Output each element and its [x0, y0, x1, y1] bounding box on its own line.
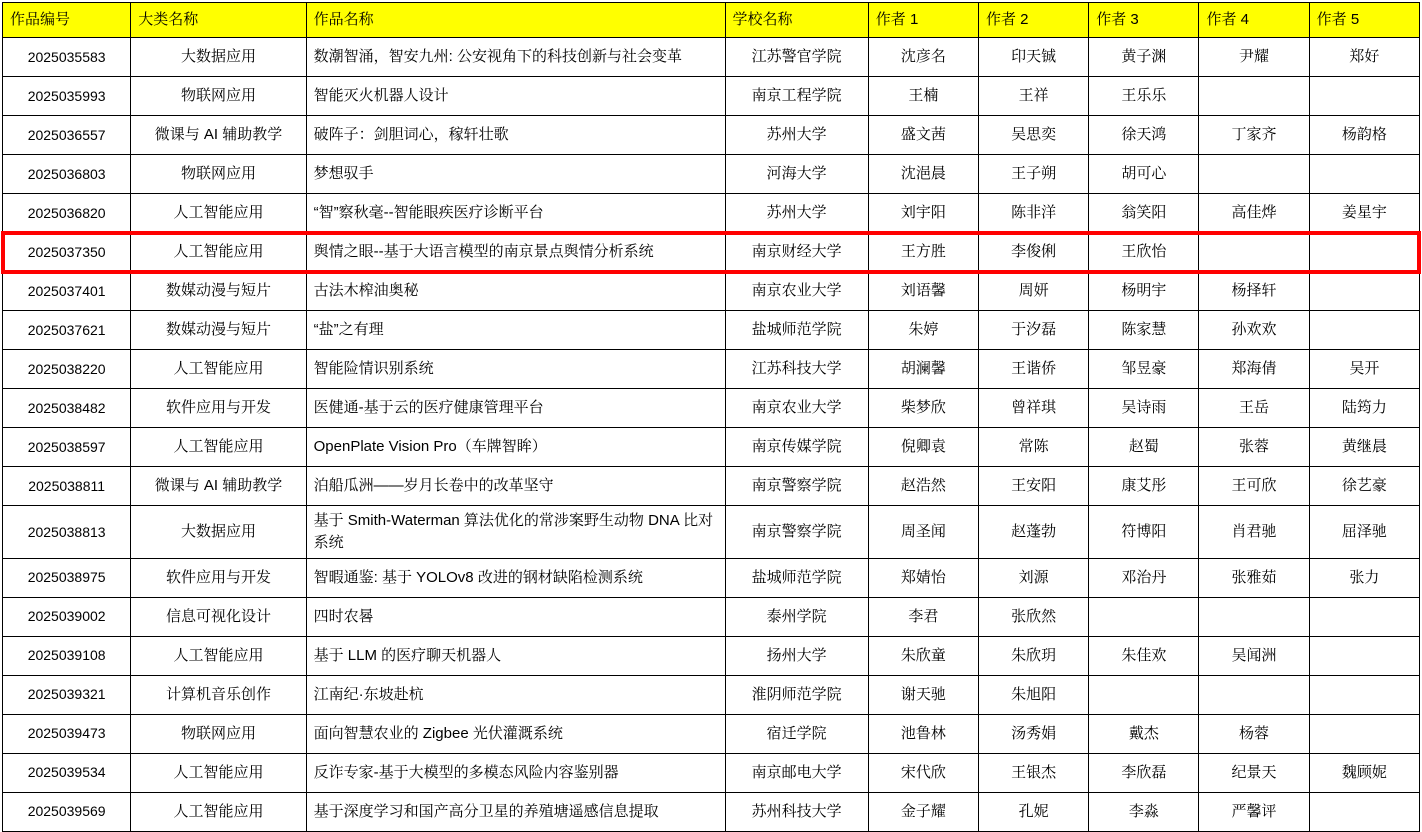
cell-author-5 — [1309, 597, 1419, 636]
cell-id: 2025035583 — [3, 38, 131, 77]
cell-author-1: 周圣闻 — [868, 506, 978, 559]
cell-title: 智暇通鉴: 基于 YOLOv8 改进的钢材缺陷检测系统 — [306, 558, 725, 597]
cell-author-1: 盛文茜 — [868, 116, 978, 155]
cell-id: 2025038220 — [3, 350, 131, 389]
cell-category: 人工智能应用 — [131, 428, 306, 467]
cell-author-1: 池鲁林 — [868, 714, 978, 753]
cell-author-1: 刘语馨 — [868, 272, 978, 311]
column-header-author5: 作者 5 — [1309, 3, 1419, 38]
cell-author-1: 宋代欣 — [868, 753, 978, 792]
cell-author-1: 沈浥晨 — [868, 155, 978, 194]
cell-author-4: 丁家齐 — [1199, 116, 1309, 155]
cell-author-4 — [1199, 597, 1309, 636]
cell-author-2: 陈非洋 — [979, 194, 1089, 233]
column-header-author2: 作者 2 — [979, 3, 1089, 38]
cell-author-3: 邓治丹 — [1089, 558, 1199, 597]
cell-id: 2025039108 — [3, 636, 131, 675]
cell-id: 2025036803 — [3, 155, 131, 194]
cell-category: 大数据应用 — [131, 38, 306, 77]
cell-title: 泊船瓜洲——岁月长卷中的改革坚守 — [306, 467, 725, 506]
cell-category: 人工智能应用 — [131, 753, 306, 792]
cell-id: 2025038482 — [3, 389, 131, 428]
cell-author-1: 胡澜馨 — [868, 350, 978, 389]
cell-author-3: 邹昱豪 — [1089, 350, 1199, 389]
cell-title: 基于 LLM 的医疗聊天机器人 — [306, 636, 725, 675]
cell-title: 医健通-基于云的医疗健康管理平台 — [306, 389, 725, 428]
cell-author-4: 王可欣 — [1199, 467, 1309, 506]
cell-author-5 — [1309, 233, 1419, 272]
cell-category: 大数据应用 — [131, 506, 306, 559]
cell-category: 人工智能应用 — [131, 194, 306, 233]
cell-author-1: 谢天驰 — [868, 675, 978, 714]
cell-author-2: 曾祥琪 — [979, 389, 1089, 428]
table-row — [3, 116, 1420, 155]
cell-author-5 — [1309, 714, 1419, 753]
cell-title: 面向智慧农业的 Zigbee 光伏灌溉系统 — [306, 714, 725, 753]
cell-category: 信息可视化设计 — [131, 597, 306, 636]
table-row — [3, 714, 1420, 753]
cell-author-4: 王岳 — [1199, 389, 1309, 428]
cell-category: 物联网应用 — [131, 155, 306, 194]
cell-author-3: 戴杰 — [1089, 714, 1199, 753]
table-row — [3, 467, 1420, 506]
cell-author-5: 郑好 — [1309, 38, 1419, 77]
cell-category: 软件应用与开发 — [131, 389, 306, 428]
cell-author-2: 常陈 — [979, 428, 1089, 467]
table-row — [3, 233, 1420, 272]
cell-author-5: 徐艺豪 — [1309, 467, 1419, 506]
cell-id: 2025035993 — [3, 77, 131, 116]
cell-author-2: 周妍 — [979, 272, 1089, 311]
cell-author-3: 朱佳欢 — [1089, 636, 1199, 675]
cell-school: 江苏警官学院 — [725, 38, 868, 77]
cell-category: 人工智能应用 — [131, 636, 306, 675]
cell-author-2: 朱旭阳 — [979, 675, 1089, 714]
cell-author-3 — [1089, 597, 1199, 636]
cell-author-5: 杨韵格 — [1309, 116, 1419, 155]
cell-author-3: 李淼 — [1089, 792, 1199, 831]
cell-author-1: 王方胜 — [868, 233, 978, 272]
column-header-author1: 作者 1 — [868, 3, 978, 38]
table-row — [3, 311, 1420, 350]
cell-author-4 — [1199, 233, 1309, 272]
cell-author-1: 朱婷 — [868, 311, 978, 350]
cell-author-5: 吴开 — [1309, 350, 1419, 389]
cell-school: 扬州大学 — [725, 636, 868, 675]
cell-author-5: 姜星宇 — [1309, 194, 1419, 233]
cell-school: 宿迁学院 — [725, 714, 868, 753]
cell-author-4: 孙欢欢 — [1199, 311, 1309, 350]
cell-author-2: 赵蓬勃 — [979, 506, 1089, 559]
cell-id: 2025036557 — [3, 116, 131, 155]
cell-author-3: 翁笑阳 — [1089, 194, 1199, 233]
header-row — [3, 3, 1420, 38]
cell-category: 人工智能应用 — [131, 350, 306, 389]
cell-author-3: 徐天鸿 — [1089, 116, 1199, 155]
cell-author-2: 王祥 — [979, 77, 1089, 116]
cell-author-2: 刘源 — [979, 558, 1089, 597]
cell-author-2: 王安阳 — [979, 467, 1089, 506]
column-header-school: 学校名称 — [725, 3, 868, 38]
cell-id: 2025037350 — [3, 233, 131, 272]
cell-author-4: 吴闻洲 — [1199, 636, 1309, 675]
cell-author-3: 黄子渊 — [1089, 38, 1199, 77]
cell-author-1: 柴梦欣 — [868, 389, 978, 428]
cell-author-4: 张雅茹 — [1199, 558, 1309, 597]
cell-category: 人工智能应用 — [131, 233, 306, 272]
cell-author-4 — [1199, 77, 1309, 116]
cell-author-4: 杨择轩 — [1199, 272, 1309, 311]
cell-author-4: 张蓉 — [1199, 428, 1309, 467]
cell-id: 2025039534 — [3, 753, 131, 792]
cell-author-3: 符博阳 — [1089, 506, 1199, 559]
table-header — [3, 3, 1420, 38]
cell-author-1: 王楠 — [868, 77, 978, 116]
cell-id: 2025036820 — [3, 194, 131, 233]
cell-author-4: 郑海倩 — [1199, 350, 1309, 389]
cell-title: 江南纪·东坡赴杭 — [306, 675, 725, 714]
cell-author-4: 肖君驰 — [1199, 506, 1309, 559]
cell-author-3: 李欣磊 — [1089, 753, 1199, 792]
cell-school: 苏州科技大学 — [725, 792, 868, 831]
cell-id: 2025039002 — [3, 597, 131, 636]
cell-author-2: 印天铖 — [979, 38, 1089, 77]
cell-category: 人工智能应用 — [131, 792, 306, 831]
cell-id: 2025037621 — [3, 311, 131, 350]
cell-school: 盐城师范学院 — [725, 311, 868, 350]
cell-author-3: 胡可心 — [1089, 155, 1199, 194]
cell-category: 微课与 AI 辅助教学 — [131, 116, 306, 155]
cell-category: 软件应用与开发 — [131, 558, 306, 597]
cell-title: 四时农晷 — [306, 597, 725, 636]
cell-school: 苏州大学 — [725, 194, 868, 233]
document-page — [0, 2, 1422, 820]
cell-author-5 — [1309, 155, 1419, 194]
cell-id: 2025038811 — [3, 467, 131, 506]
cell-author-4 — [1199, 155, 1309, 194]
table-body — [3, 38, 1420, 832]
cell-id: 2025039569 — [3, 792, 131, 831]
table-row — [3, 194, 1420, 233]
cell-school: 南京工程学院 — [725, 77, 868, 116]
cell-category: 微课与 AI 辅助教学 — [131, 467, 306, 506]
table-row — [3, 792, 1420, 831]
cell-school: 苏州大学 — [725, 116, 868, 155]
table-row — [3, 350, 1420, 389]
cell-author-1: 倪卿袁 — [868, 428, 978, 467]
cell-school: 泰州学院 — [725, 597, 868, 636]
cell-author-2: 王子朔 — [979, 155, 1089, 194]
cell-id: 2025038813 — [3, 506, 131, 559]
cell-author-5 — [1309, 636, 1419, 675]
cell-author-1: 李君 — [868, 597, 978, 636]
cell-author-2: 于汐磊 — [979, 311, 1089, 350]
cell-school: 南京传媒学院 — [725, 428, 868, 467]
column-header-author3: 作者 3 — [1089, 3, 1199, 38]
cell-title: 梦想驭手 — [306, 155, 725, 194]
cell-title: “智”察秋毫--智能眼疾医疗诊断平台 — [306, 194, 725, 233]
cell-author-2: 王银杰 — [979, 753, 1089, 792]
cell-title: 舆情之眼--基于大语言模型的南京景点舆情分析系统 — [306, 233, 725, 272]
cell-author-5 — [1309, 675, 1419, 714]
cell-author-4 — [1199, 675, 1309, 714]
table-row — [3, 753, 1420, 792]
cell-title: 智能险情识别系统 — [306, 350, 725, 389]
cell-school: 河海大学 — [725, 155, 868, 194]
table-row — [3, 155, 1420, 194]
cell-id: 2025039473 — [3, 714, 131, 753]
cell-school: 南京财经大学 — [725, 233, 868, 272]
table-row — [3, 675, 1420, 714]
cell-school: 南京农业大学 — [725, 272, 868, 311]
cell-author-1: 朱欣童 — [868, 636, 978, 675]
table-row — [3, 389, 1420, 428]
column-header-author4: 作者 4 — [1199, 3, 1309, 38]
cell-author-3: 康艾彤 — [1089, 467, 1199, 506]
cell-title: 数潮智涌，智安九州: 公安视角下的科技创新与社会变革 — [306, 38, 725, 77]
cell-category: 数媒动漫与短片 — [131, 272, 306, 311]
cell-author-5: 张力 — [1309, 558, 1419, 597]
cell-author-2: 孔妮 — [979, 792, 1089, 831]
cell-author-1: 金子耀 — [868, 792, 978, 831]
cell-author-5 — [1309, 311, 1419, 350]
cell-category: 物联网应用 — [131, 714, 306, 753]
cell-author-5 — [1309, 272, 1419, 311]
cell-category: 计算机音乐创作 — [131, 675, 306, 714]
cell-title: 破阵子：剑胆词心，稼轩壮歌 — [306, 116, 725, 155]
cell-id: 2025037401 — [3, 272, 131, 311]
cell-author-5 — [1309, 77, 1419, 116]
table-row — [3, 597, 1420, 636]
cell-author-2: 张欣然 — [979, 597, 1089, 636]
cell-author-2: 吴思奕 — [979, 116, 1089, 155]
cell-title: “盐”之有理 — [306, 311, 725, 350]
cell-school: 南京邮电大学 — [725, 753, 868, 792]
cell-school: 盐城师范学院 — [725, 558, 868, 597]
cell-author-2: 王谐侨 — [979, 350, 1089, 389]
table-row — [3, 272, 1420, 311]
cell-author-4: 杨蓉 — [1199, 714, 1309, 753]
cell-author-2: 李俊俐 — [979, 233, 1089, 272]
cell-author-2: 汤秀娟 — [979, 714, 1089, 753]
cell-author-3: 杨明宇 — [1089, 272, 1199, 311]
cell-title: 基于深度学习和国产高分卫星的养殖塘遥感信息提取 — [306, 792, 725, 831]
cell-id: 2025038597 — [3, 428, 131, 467]
cell-school: 江苏科技大学 — [725, 350, 868, 389]
cell-author-1: 沈彦名 — [868, 38, 978, 77]
cell-author-5: 黄继晨 — [1309, 428, 1419, 467]
table-row — [3, 636, 1420, 675]
cell-author-5 — [1309, 792, 1419, 831]
cell-author-5: 屈泽驰 — [1309, 506, 1419, 559]
cell-author-1: 郑婧怡 — [868, 558, 978, 597]
column-header-id: 作品编号 — [3, 3, 131, 38]
cell-author-5: 魏顾妮 — [1309, 753, 1419, 792]
cell-author-4: 高佳烨 — [1199, 194, 1309, 233]
table-row — [3, 38, 1420, 77]
column-header-category: 大类名称 — [131, 3, 306, 38]
works-table — [2, 2, 1420, 832]
cell-author-2: 朱欣玥 — [979, 636, 1089, 675]
cell-school: 南京警察学院 — [725, 506, 868, 559]
cell-category: 数媒动漫与短片 — [131, 311, 306, 350]
cell-category: 物联网应用 — [131, 77, 306, 116]
table-row — [3, 558, 1420, 597]
cell-author-1: 赵浩然 — [868, 467, 978, 506]
cell-title: 古法木榨油奥秘 — [306, 272, 725, 311]
cell-author-3: 王乐乐 — [1089, 77, 1199, 116]
cell-author-3: 吴诗雨 — [1089, 389, 1199, 428]
cell-title: 基于 Smith-Waterman 算法优化的常涉案野生动物 DNA 比对系统 — [306, 506, 725, 559]
cell-author-4: 尹耀 — [1199, 38, 1309, 77]
cell-id: 2025038975 — [3, 558, 131, 597]
cell-author-5: 陆筠力 — [1309, 389, 1419, 428]
cell-title: 智能灭火机器人设计 — [306, 77, 725, 116]
cell-author-4: 严馨评 — [1199, 792, 1309, 831]
cell-school: 南京农业大学 — [725, 389, 868, 428]
cell-school: 淮阴师范学院 — [725, 675, 868, 714]
cell-title: OpenPlate Vision Pro（车牌智眸） — [306, 428, 725, 467]
cell-id: 2025039321 — [3, 675, 131, 714]
table-row — [3, 506, 1420, 559]
cell-author-3 — [1089, 675, 1199, 714]
cell-author-3: 赵蜀 — [1089, 428, 1199, 467]
cell-title: 反诈专家-基于大模型的多模态风险内容鉴别器 — [306, 753, 725, 792]
table-row — [3, 77, 1420, 116]
cell-author-3: 王欣怡 — [1089, 233, 1199, 272]
cell-school: 南京警察学院 — [725, 467, 868, 506]
cell-author-3: 陈家慧 — [1089, 311, 1199, 350]
table-row — [3, 428, 1420, 467]
column-header-title: 作品名称 — [306, 3, 725, 38]
cell-author-4: 纪景天 — [1199, 753, 1309, 792]
cell-author-1: 刘宇阳 — [868, 194, 978, 233]
